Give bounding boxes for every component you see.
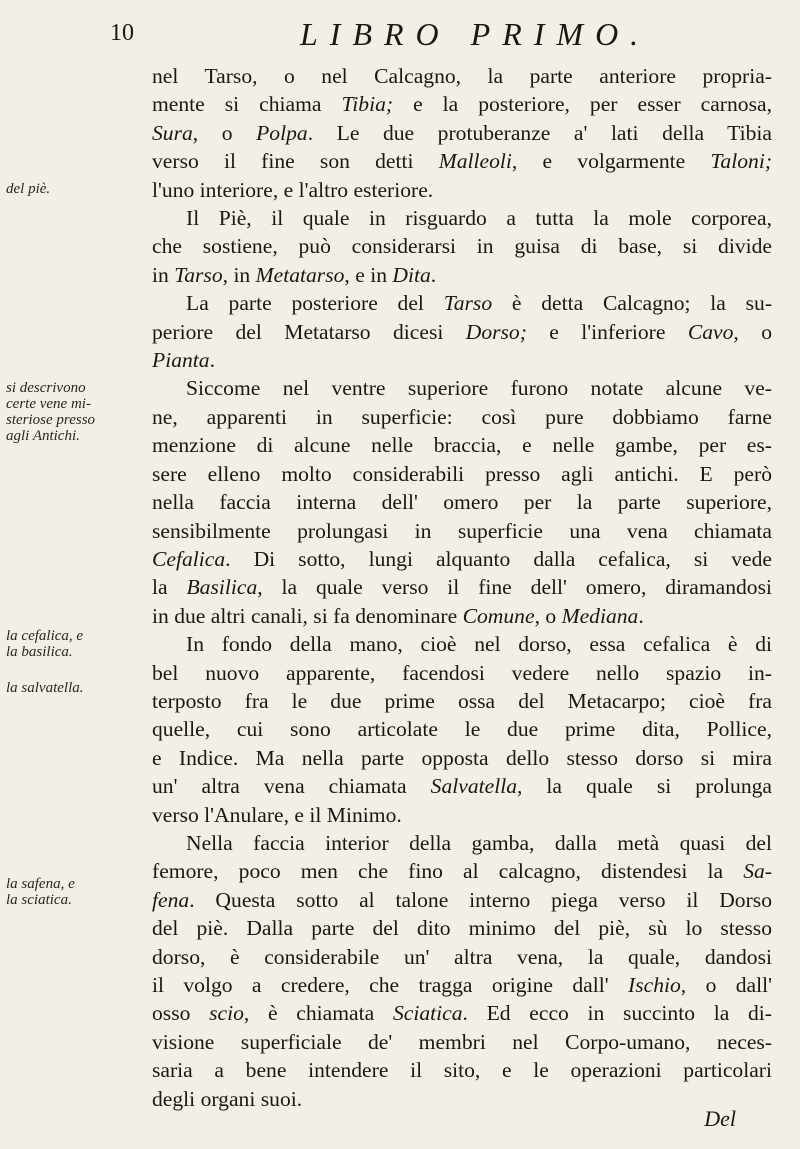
text-line: un' altra vena chiamata Salvatella, la quale si prolunga (152, 774, 772, 799)
text-line: periore del Metatarso dicesi Dorso; e l'inferiore Cavo, o (152, 319, 772, 344)
margin-note-line: steriose presso (6, 412, 96, 428)
margin-note-line: certe vene mi- (6, 396, 91, 412)
margin-note-vene-misteriose (6, 380, 146, 444)
body-text (152, 62, 772, 1113)
text-line: In fondo della mano, cioè nel dorso, essa cefalica è di (186, 632, 772, 657)
text-line: Sura, o Polpa. Le due protuberanze a' lati della Tibia (152, 120, 772, 145)
text-line: terposto fra le due prime ossa del Metacarpo; cioè fra (152, 688, 772, 713)
text-line: Pianta. (152, 348, 215, 373)
text-line: il volgo a credere, che tragga origine dall' Ischio, o dall' (152, 973, 773, 997)
text-line: ne, apparenti in superficie: così pure dobbiamo farne (152, 404, 772, 429)
text-line: femore, poco men che fino al calcagno, distendesi la Sa- (152, 859, 772, 884)
text-line: in due altri canali, si fa denominare Comune, o Mediana. (152, 603, 644, 628)
text-line: e Indice. Ma nella parte opposta dello stesso dorso si mira (152, 745, 772, 770)
margin-note-line: la basilica. (6, 644, 73, 660)
margin-note-cefalica-basilica (6, 628, 146, 660)
margin-note-line: la sciatica. (6, 892, 72, 908)
margin-note-line: la safena, e (6, 876, 75, 892)
text-line: fena. Questa sotto al talone interno piega verso il Dorso (152, 887, 772, 912)
text-line: dorso, è considerabile un' altra vena, la quale, dandosi (152, 944, 772, 969)
text-line: visione superficiale de' membri nel Corpo-umano, neces- (152, 1029, 772, 1054)
text-line: Siccome nel ventre superiore furono notate alcune ve- (186, 376, 772, 401)
text-line: saria a bene intendere il sito, e le operazioni particolari (152, 1058, 772, 1083)
text-line: menzione di alcune nelle braccia, e nelle gambe, per es- (152, 433, 772, 458)
text-line: verso il fine son detti Malleoli, e volgarmente Taloni; (152, 149, 773, 174)
margin-note-del-pie (6, 181, 146, 197)
text-line: quelle, cui sono articolate le due prime dita, Pollice, (152, 717, 772, 742)
text-line: mente si chiama Tibia; e la posteriore, per esser carnosa, (152, 92, 772, 117)
margin-note-line: si descrivono (6, 380, 86, 396)
margin-note-safena-sciatica (6, 876, 146, 908)
text-line: in Tarso, in Metatarso, e in Dita. (152, 262, 437, 287)
text-line: La parte posteriore del Tarso è detta Calcagno; la su- (186, 291, 773, 316)
text-line: sere elleno molto considerabili presso agli antichi. E però (152, 461, 772, 486)
text-line: verso l'Anulare, e il Minimo. (152, 802, 402, 827)
text-line: degli organi suoi. (152, 1086, 303, 1111)
text-line: Cefalica. Di sotto, lungi alquanto dalla cefalica, si vede (152, 546, 772, 571)
text-line: sensibilmente prolungasi in superficie una vena chiamata (152, 518, 772, 543)
margin-note-line: del piè. (6, 181, 51, 197)
running-title: LIBRO PRIMO. (300, 16, 651, 52)
text-line: Il Piè, il quale in risguardo a tutta la mole corporea, (186, 206, 772, 231)
margin-note-line: la cefalica, e (6, 628, 84, 644)
margin-note-line: la salvatella. (6, 680, 84, 696)
text-line: che sostiene, può considerarsi in guisa di base, si divide (152, 234, 772, 259)
page-header (110, 16, 710, 56)
text-line: osso scio, è chiamata Sciatica. Ed ecco in succinto la di- (152, 1001, 772, 1026)
catchword: Del (704, 1106, 736, 1131)
text-line: Nella faccia interior della gamba, dalla metà quasi del (186, 830, 772, 855)
text-line: nella faccia interna dell' omero per la parte superiore, (152, 490, 772, 515)
margin-note-salvatella (6, 680, 146, 696)
text-line: del piè. Dalla parte del dito minimo del piè, sù lo stesso (152, 916, 772, 941)
text-line: l'uno interiore, e l'altro esteriore. (152, 177, 434, 202)
page-number: 10 (110, 20, 134, 46)
text-line: la Basilica, la quale verso il fine dell' omero, diramandosi (152, 575, 772, 600)
text-line: nel Tarso, o nel Calcagno, la parte anteriore propria- (152, 64, 772, 88)
text-line: bel nuovo apparente, facendosi vedere nello spazio in- (152, 660, 772, 685)
margin-note-line: agli Antichi. (6, 428, 80, 444)
